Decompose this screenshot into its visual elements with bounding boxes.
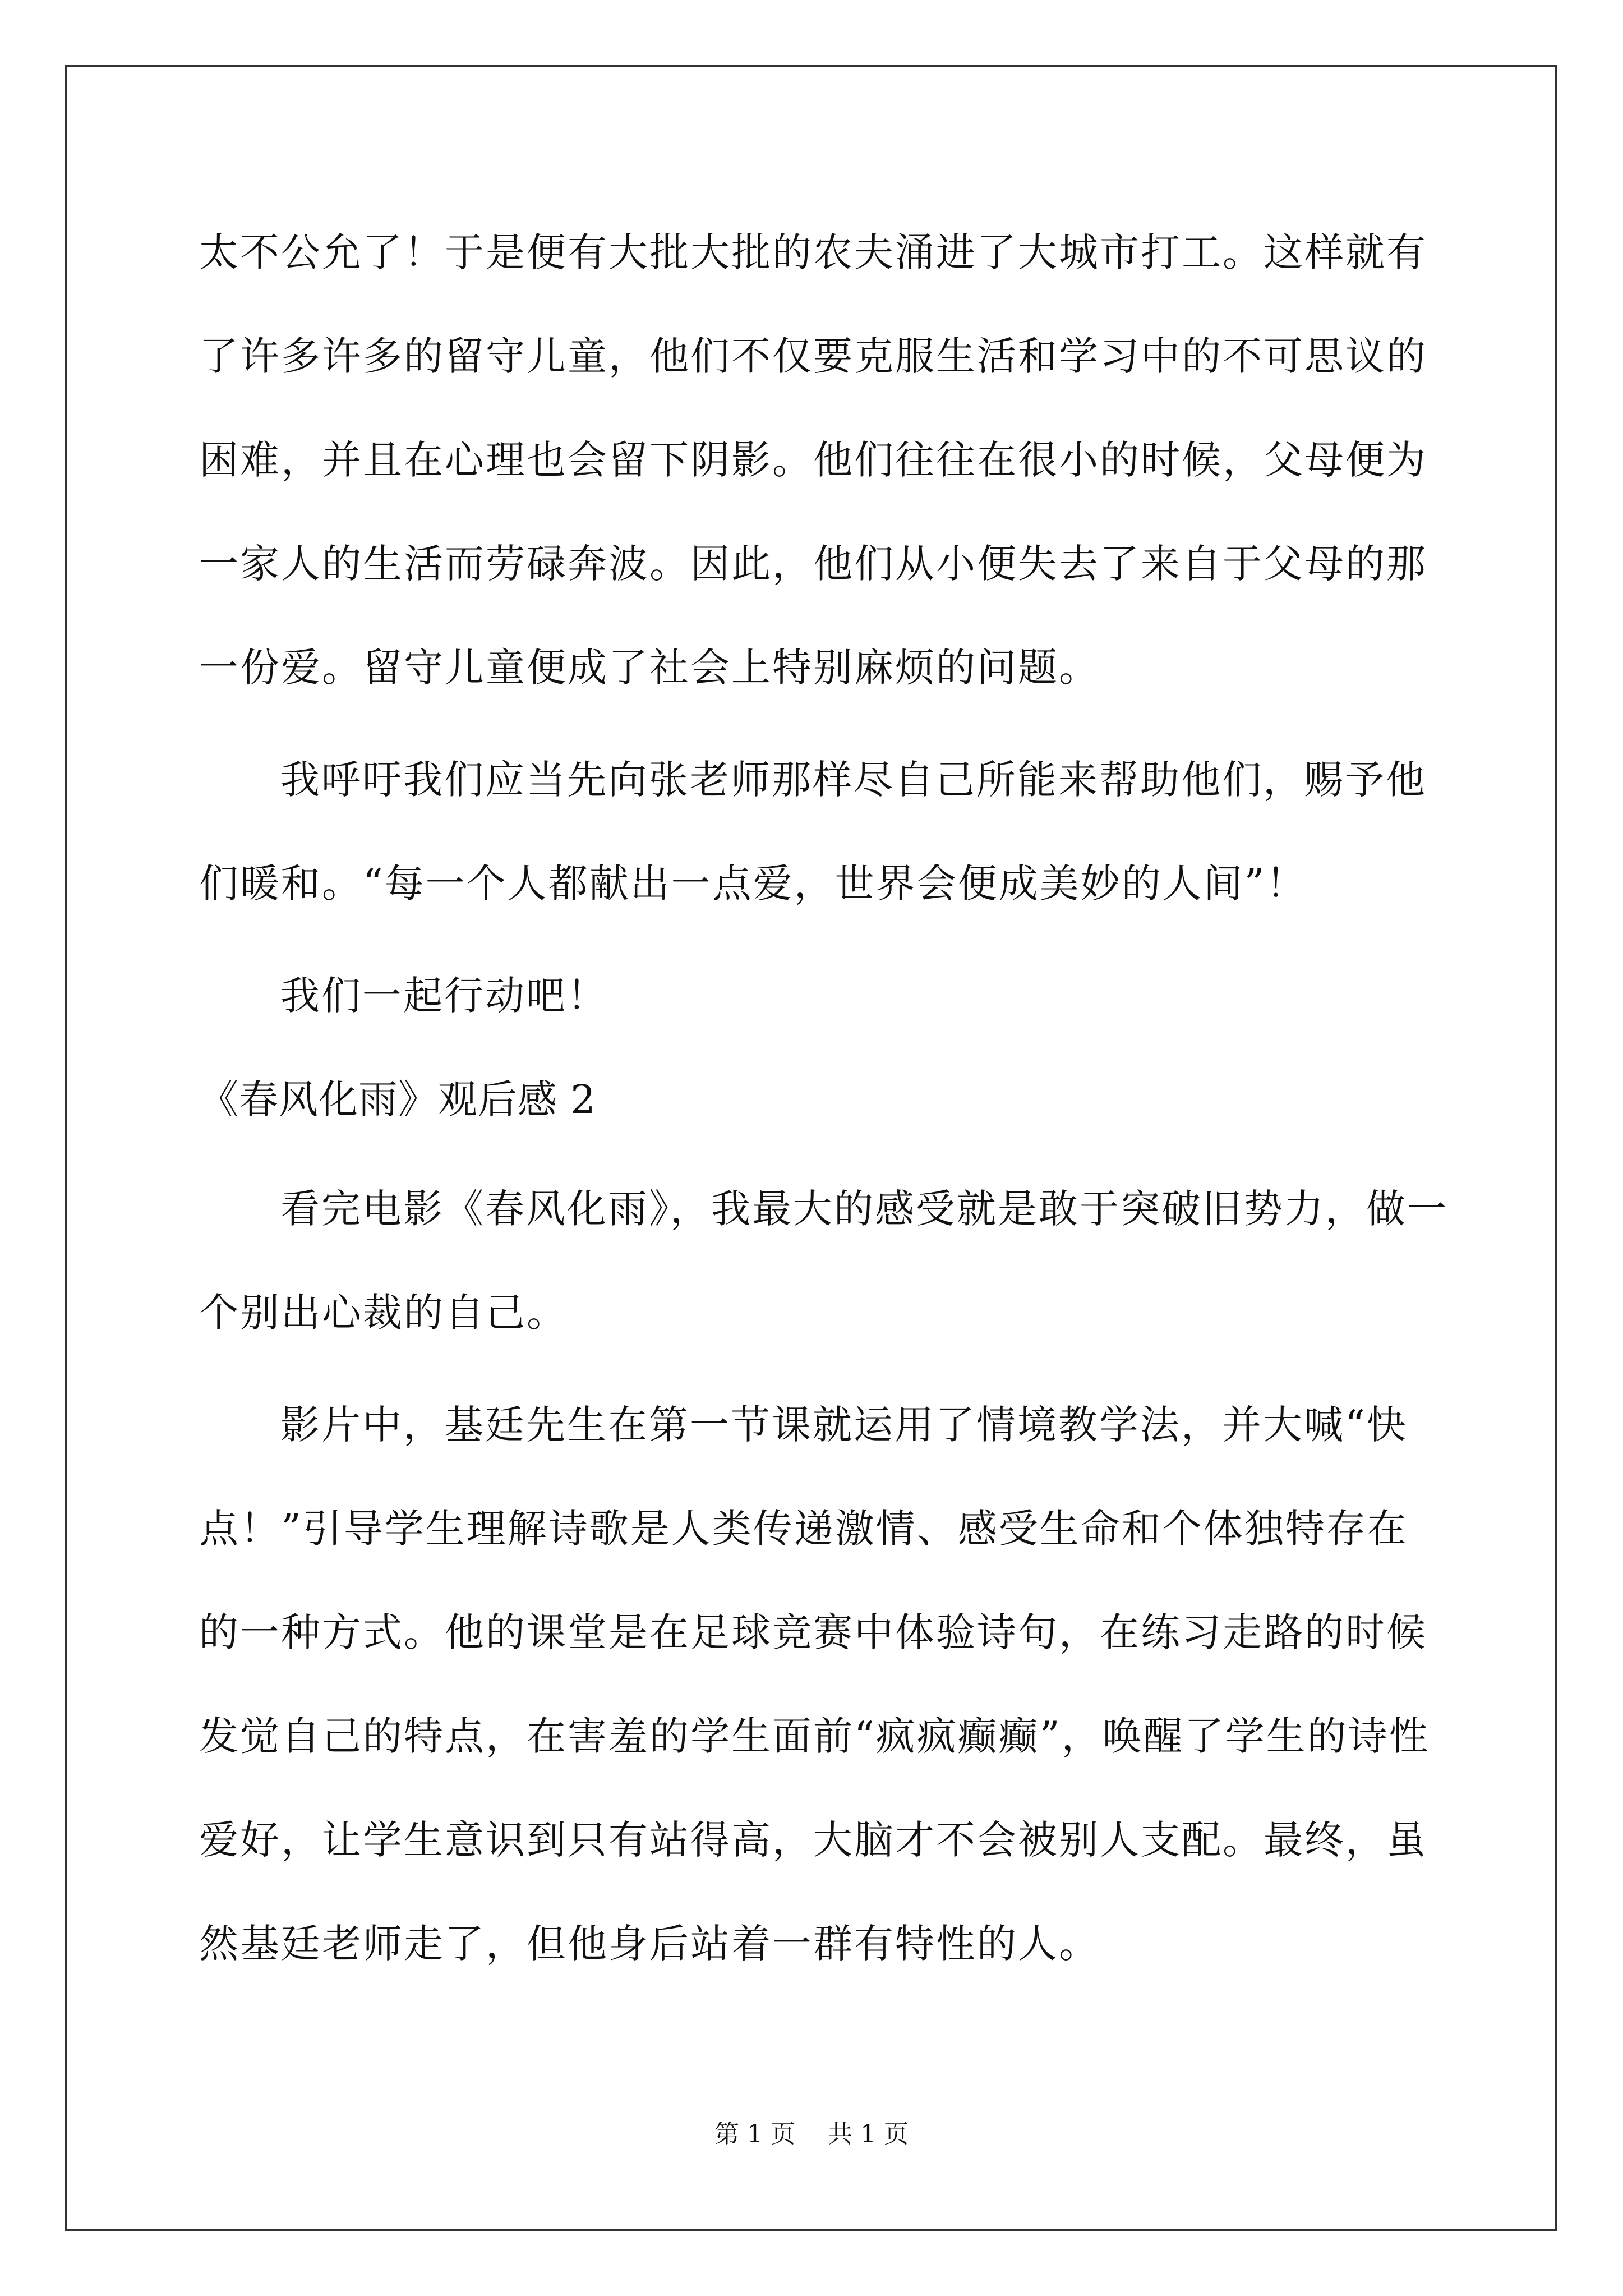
body-text-line: 影片中，基廷先生在第一节课就运用了情境教学法，并大喊“快 [280,1402,1408,1448]
body-text-line: 太不公允了！于是便有大批大批的农夫涌进了大城市打工。这样就有 [199,229,1427,275]
body-text-line: 点！”引导学生理解诗歌是人类传递激情、感受生命和个体独特存在 [199,1506,1408,1552]
body-text-line: 个别出心裁的自己。 [199,1290,568,1336]
body-text-line: 困难，并且在心理也会留下阴影。他们往往在很小的时候，父母便为 [199,437,1427,483]
body-text-line: 我呼吁我们应当先向张老师那样尽自己所能来帮助他们，赐予他 [280,757,1427,803]
body-text-line: 一份爱。留守儿童便成了社会上特别麻烦的问题。 [199,645,1100,691]
page-footer [0,2118,1623,2151]
body-text-line: 们暖和。“每一个人都献出一点爱，世界会便成美妙的人间”！ [199,861,1307,907]
body-text-line: 看完电影《春风化雨》，我最大的感受就是敢于突破旧势力，做一 [280,1186,1448,1232]
body-text-line: 然基廷老师走了，但他身后站着一群有特性的人。 [199,1921,1100,1967]
section-heading: 《春风化雨》观后感 2 [199,1076,596,1122]
body-text-line: 了许多许多的留守儿童，他们不仅要克服生活和学习中的不可思议的 [199,333,1427,379]
page-total: 共 1 页 [828,2120,909,2148]
page-number: 第 1 页 [714,2120,795,2148]
body-text-line: 发觉自己的特点，在害羞的学生面前“疯疯癫癫”，唤醒了学生的诗性 [199,1713,1430,1759]
body-text-line: 一家人的生活而劳碌奔波。因此，他们从小便失去了来自于父母的那 [199,541,1427,587]
body-text-line: 爱好，让学生意识到只有站得高，大脑才不会被别人支配。最终，虽 [199,1817,1427,1863]
page-border [65,65,1557,2231]
body-text-line: 的一种方式。他的课堂是在足球竞赛中体验诗句，在练习走路的时候 [199,1609,1427,1655]
body-text-line: 我们一起行动吧！ [280,973,608,1019]
